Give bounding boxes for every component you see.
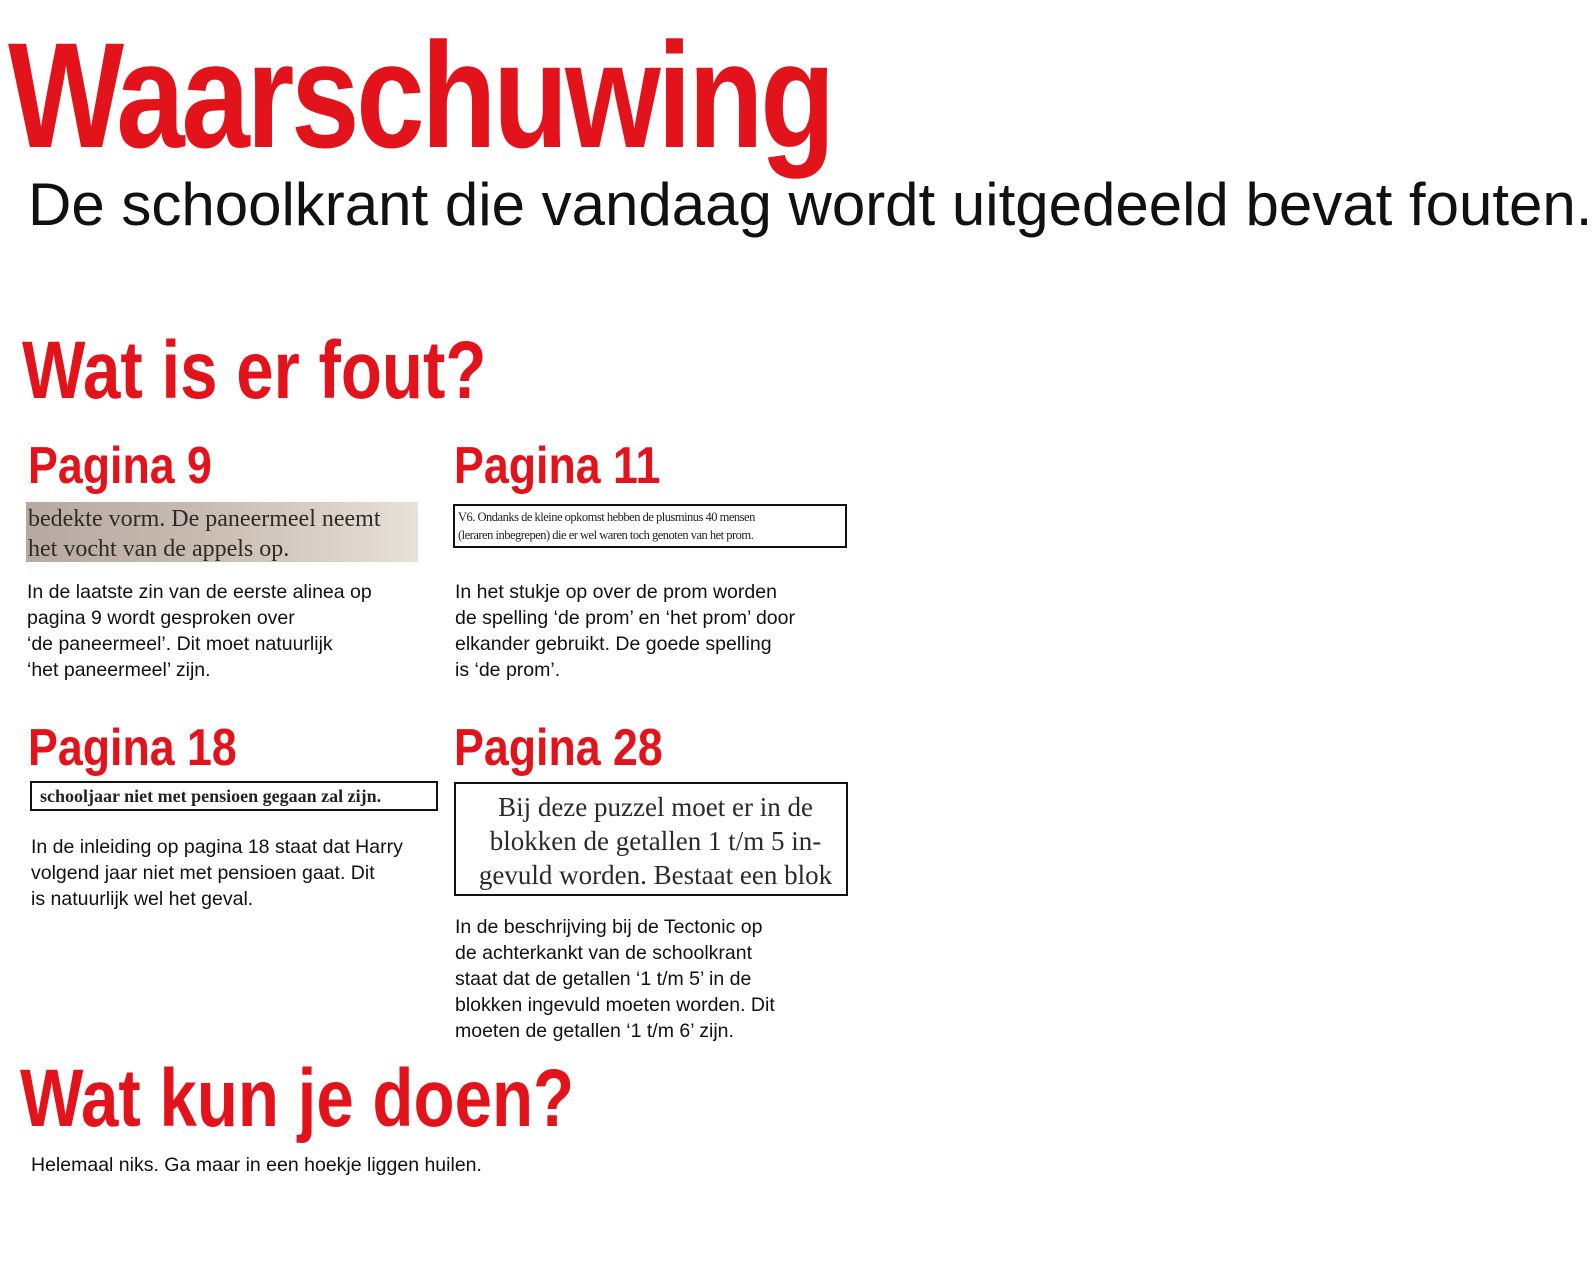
description-page-18: In de inleiding op pagina 18 staat dat Harry volgend jaar niet met pensioen gaat. Dit is natuurlijk wel het geval. [31,836,403,910]
page-title: Waarschuwing [8,11,833,179]
page-heading-9: Pagina 9 [28,437,212,495]
description-page-28: In de beschrijving bij de Tectonic op de achterkankt van de schoolkrant staat dat de getallen ‘1 t/m 5’ in de blokken ingevuld moeten worden. Dit moeten de getallen ‘1 t/m 6’ zijn. [455,916,775,1042]
excerpt-page-28: Bij deze puzzel moet er in de blokken de getallen 1 t/m 5 in- gevuld worden. Bestaat een blok [454,782,848,896]
page-heading-28: Pagina 28 [454,719,663,777]
excerpt-page-11: V6. Ondanks de kleine opkomst hebben de plusminus 40 mensen (leraren inbegrepen) die er wel waren toch genoten van het prom. [453,504,847,548]
action-text: Helemaal niks. Ga maar in een hoekje liggen huilen. [31,1154,482,1176]
excerpt-page-18: schooljaar niet met pensioen gegaan zal zijn. [30,781,438,811]
page-subtitle: De schoolkrant die vandaag wordt uitgedeeld bevat fouten. [28,171,1592,238]
section-heading-wrong: Wat is er fout? [22,325,487,416]
page-heading-11: Pagina 11 [454,437,661,495]
page-heading-18: Pagina 18 [28,719,237,777]
description-page-11: In het stukje op over de prom worden de spelling ‘de prom’ en ‘het prom’ door elkander gebruikt. De goede spelling is ‘de prom’. [455,581,795,681]
description-page-9: In de laatste zin van de eerste alinea op pagina 9 wordt gesproken over ‘de paneermeel’. Dit moet natuurlijk ‘het paneermeel’ zijn. [27,581,372,681]
excerpt-page-9: bedekte vorm. De paneermeel neemt het vocht van de appels op. [26,502,418,562]
section-heading-action: Wat kun je doen? [20,1053,575,1144]
